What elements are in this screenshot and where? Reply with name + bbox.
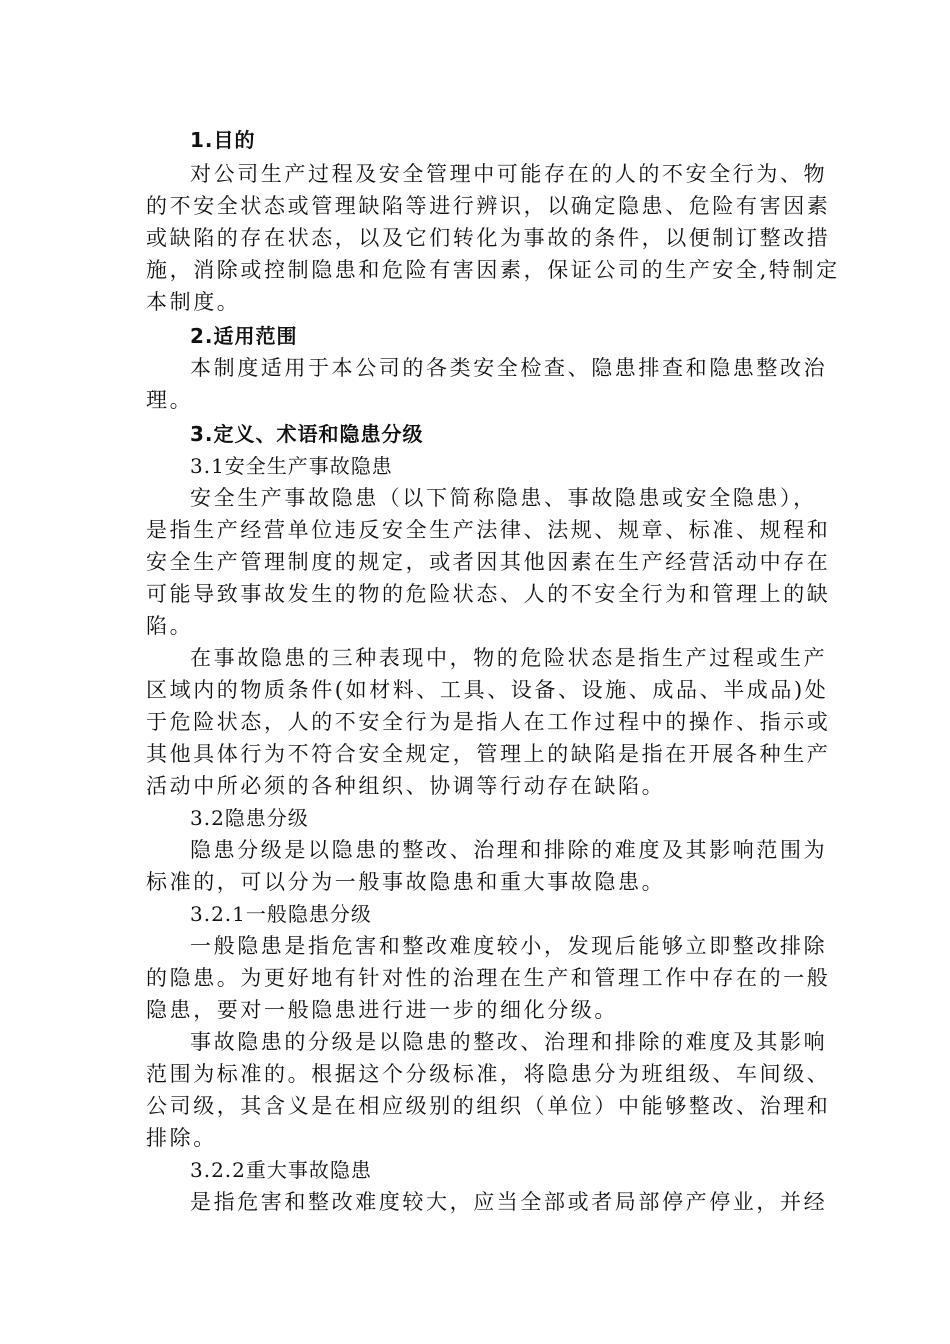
text-line: 其他具体行为不符合安全规定，管理上的缺陷是指在开展各种生产 [146,742,831,766]
text-line: 施，消除或控制隐患和危险有害因素，保证公司的生产安全,特制定 [146,258,840,282]
text-line: 安全生产事故隐患（以下简称隐患、事故隐患或安全隐患）， [190,486,817,510]
section-1-heading: 1.目的 [190,128,256,152]
text-line: 范围为标准的。根据这个分级标准，将隐患分为班组级、车间级、 [146,1062,831,1086]
text-line: 的不安全状态或管理缺陷等进行辨识，以确定隐患、危险有害因素 [146,194,831,218]
section-1-paragraph [146,158,840,318]
section-2-paragraph [146,352,828,416]
text-line: 于危险状态，人的不安全行为是指人在工作过程中的操作、指示或 [146,710,831,734]
text-line: 区域内的物质条件(如材料、工具、设备、设施、成品、半成品)处 [146,678,829,702]
text-line: 对公司生产过程及安全管理中可能存在的人的不安全行为、物 [190,162,828,186]
text-line: 理。 [146,388,194,412]
text-line: 公司级，其含义是在相应级别的组织（单位）中能够整改、治理和 [146,1094,831,1118]
text-line: 是指危害和整改难度较大，应当全部或者局部停产停业，并经 [190,1190,828,1214]
section-3-1-paragraph-1 [146,482,831,642]
text-line: 隐患，要对一般隐患进行进一步的细化分级。 [146,998,618,1022]
section-3-2-2-heading: 3.2.2重大事故隐患 [190,1158,372,1182]
section-3-2-1-paragraph-2 [146,1026,831,1154]
text-line: 可能导致事故发生的物的危险状态、人的不安全行为和管理上的缺 [146,582,831,606]
text-line: 本制度适用于本公司的各类安全检查、隐患排查和隐患整改治 [190,356,828,380]
section-3-2-2-paragraph [146,1186,828,1218]
document-page [146,124,840,1218]
text-line: 排除。 [146,1126,217,1150]
section-3-2-heading: 3.2隐患分级 [190,806,309,830]
section-2-heading: 2.适用范围 [190,324,298,348]
section-3-2-1-paragraph-1 [146,930,831,1026]
text-line: 安全生产管理制度的规定，或者因其他因素在生产经营活动中存在 [146,550,831,574]
text-line: 事故隐患的分级是以隐患的整改、治理和排除的难度及其影响 [190,1030,828,1054]
section-3-heading: 3.定义、术语和隐患分级 [190,422,424,446]
text-line: 本制度。 [146,290,241,314]
section-3-1-heading: 3.1安全生产事故隐患 [190,454,393,478]
text-line: 一般隐患是指危害和整改难度较小，发现后能够立即整改排除 [190,934,828,958]
text-line: 标准的，可以分为一般事故隐患和重大事故隐患。 [146,870,666,894]
section-3-2-1-heading: 3.2.1一般隐患分级 [190,902,372,926]
text-line: 是指生产经营单位违反安全生产法律、法规、规章、标准、规程和 [146,518,831,542]
text-line: 陷。 [146,614,194,638]
section-3-1-paragraph-2 [146,642,831,802]
text-line: 隐患分级是以隐患的整改、治理和排除的难度及其影响范围为 [190,838,828,862]
text-line: 或缺陷的存在状态，以及它们转化为事故的条件，以便制订整改措 [146,226,831,250]
text-line: 的隐患。为更好地有针对性的治理在生产和管理工作中存在的一般 [146,966,831,990]
section-3-2-paragraph [146,834,828,898]
text-line: 在事故隐患的三种表现中，物的危险状态是指生产过程或生产 [190,646,828,670]
text-line: 活动中所必须的各种组织、协调等行动存在缺陷。 [146,774,666,798]
